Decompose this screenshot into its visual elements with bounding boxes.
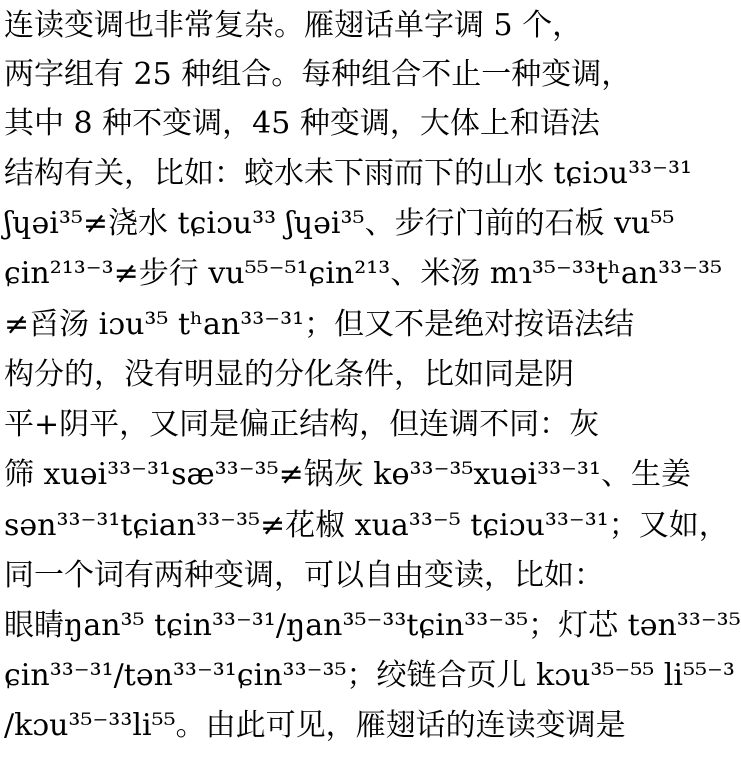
text-line: ʃɥəi³⁵≠浇水 tɕiɔu³³ ʃɥəi³⁵、步行门前的石板 vu⁵⁵ (4, 206, 675, 241)
text-line: 同一个词有两种变调，可以自由变读，比如： (4, 558, 604, 593)
text-line: 平+阴平，又同是偏正结构，但连调不同：灰 (4, 407, 600, 442)
text-line: sən³³⁻³¹tɕian³³⁻³⁵≠花椒 xua³³⁻⁵ tɕiɔu³³⁻³¹；又如， (4, 508, 729, 543)
text-line: ɕin²¹³⁻³≠步行 vu⁵⁵⁻⁵¹ɕin²¹³、米汤 mɿ³⁵⁻³³tʰan³³⁻³⁵ (4, 256, 723, 291)
text-line: 眼睛ŋan³⁵ tɕin³³⁻³¹/ŋan³⁵⁻³³tɕin³³⁻³⁵；灯芯 tən³³⁻³⁵ (4, 608, 741, 643)
text-line: 筛 xuəi³³⁻³¹sæ³³⁻³⁵≠锅灰 kɵ³³⁻³⁵xuəi³³⁻³¹、生姜 (4, 457, 691, 492)
text-line: /kɔu³⁵⁻³³li⁵⁵。由此可见，雁翅话的连读变调是 (4, 708, 626, 743)
text-line: 两字组有 25 种组合。每种组合不止一种变调， (4, 57, 632, 92)
text-line: ≠舀汤 iɔu³⁵ tʰan³³⁻³¹；但又不是绝对按语法结 (4, 307, 635, 342)
text-line: 其中 8 种不变调，45 种变调，大体上和语法 (4, 106, 600, 141)
text-line: 结构有关，比如：蛟水未下雨而下的山水 tɕiɔu³³⁻³¹ (4, 156, 693, 191)
text-line: ɕin³³⁻³¹/tən³³⁻³¹ɕin³³⁻³⁵；绞链合页儿 kɔu³⁵⁻⁵⁵ li⁵⁵⁻³ (4, 658, 735, 693)
text-line: 连读变调也非常复杂。雁翅话单字调 5 个， (4, 8, 583, 43)
text-line: 构分的，没有明显的分化条件，比如同是阴 (4, 357, 574, 392)
